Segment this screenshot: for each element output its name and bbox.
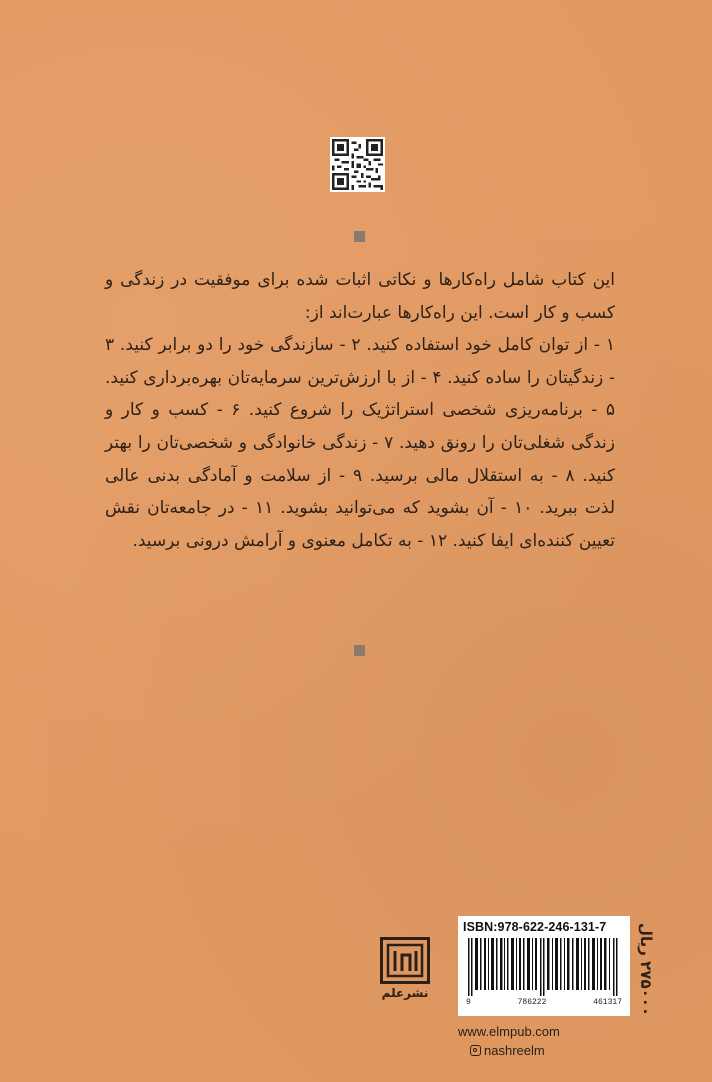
barcode-digits-right: 461317	[593, 998, 622, 1007]
ornament-square-bottom	[354, 645, 365, 656]
list-paragraph: ۱ - از توان کامل خود استفاده کنید. ۲ - سازندگی خود را دو برابر کنید. ۳ - زندگیتان را ساده کنید. ۴ - از با ارزش‌ترین سرمایه‌تان بهره‌برداری کنید. ۵ - برنامه‌ریزی شخصی استراتژیک را شروع کنید. ۶ - کسب و کار و زندگی شغلی‌تان را رونق دهید. ۷ - زندگی خانوادگی و شخصی‌تان را بهتر کنید. ۸ - به استقلال مالی برسید. ۹ - از سلامت و آمادگی بدنی عالی لذت ببرید. ۱۰ - آن بشوید که می‌توانید بشوید. ۱۱ - در جامعه‌تان نقش تعیین کننده‌ای ایفا کنید. ۱۲ - به تکامل معنوی و آرامش درونی برسید.	[105, 335, 616, 551]
instagram-handle-text: nashreelm	[484, 1043, 545, 1058]
description-text	[105, 264, 615, 557]
instagram-handle[interactable]	[470, 1043, 545, 1058]
intro-paragraph: این کتاب شامل راه‌کارها و نکاتی اثبات شده برای موفقیت در زندگی و کسب و کار است. این راه‌کارها عبارت‌اند از:	[105, 270, 615, 323]
price-label: ۲۷۵۰۰۰ ریال	[637, 922, 655, 1016]
qr-code-icon	[330, 137, 385, 192]
barcode-digit-lead: 9	[466, 998, 471, 1007]
barcode-digits	[466, 998, 622, 1007]
barcode-block	[458, 916, 630, 1016]
publisher-logo-icon	[380, 937, 430, 984]
isbn-label: ISBN:978-622-246-131-7	[463, 920, 607, 934]
instagram-icon	[470, 1045, 481, 1056]
barcode-digits-left: 786222	[517, 998, 547, 1007]
website-url[interactable]: www.elmpub.com	[458, 1024, 560, 1039]
publisher-name: نشرعلم	[381, 986, 429, 1000]
barcode-bars	[466, 938, 622, 996]
ornament-square-top	[354, 231, 365, 242]
